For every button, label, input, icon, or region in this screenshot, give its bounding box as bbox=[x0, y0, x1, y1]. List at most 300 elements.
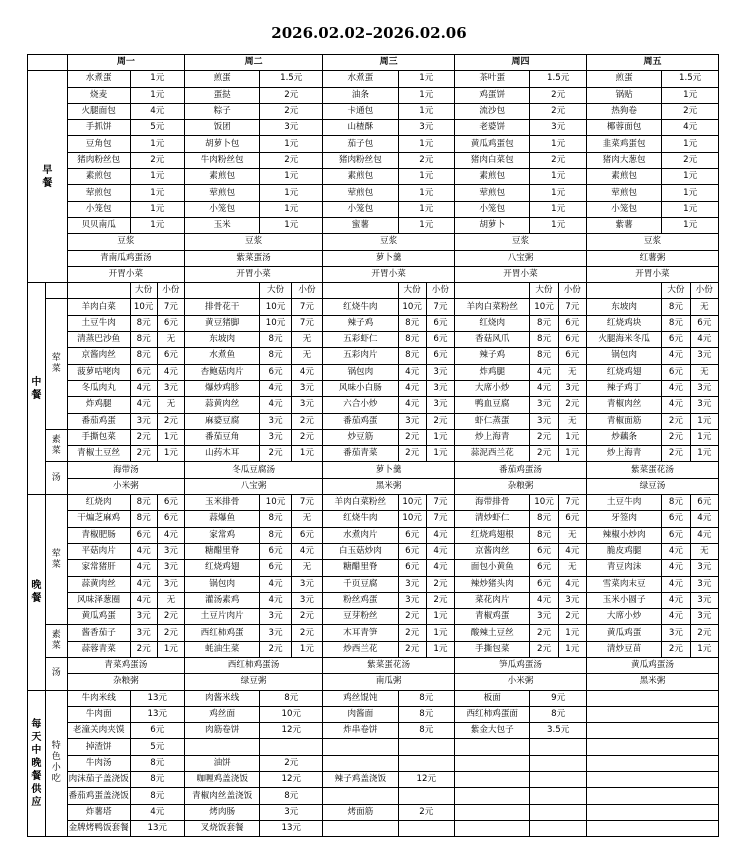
dish-price: 1.5元 bbox=[662, 71, 719, 87]
small-price: 3元 bbox=[291, 592, 322, 608]
dish-name: 火腿海米冬瓜 bbox=[586, 332, 661, 348]
large-price: 2元 bbox=[398, 429, 426, 445]
snack-price: 8元 bbox=[130, 788, 184, 804]
dish-name: 羊肉白菜粉丝 bbox=[323, 495, 398, 511]
snack-name: 炸薯塔 bbox=[67, 804, 130, 820]
dish-name: 小笼包 bbox=[586, 201, 661, 217]
small-price: 2元 bbox=[291, 429, 322, 445]
dish-name: 荤煎包 bbox=[455, 185, 530, 201]
soup-item: 紫菜蛋花汤 bbox=[586, 462, 718, 478]
dish-name: 辣子鸡 bbox=[455, 348, 530, 364]
large-price: 8元 bbox=[130, 332, 157, 348]
dish-name: 辣子鸡 bbox=[323, 315, 398, 331]
drink-item: 开胃小菜 bbox=[67, 266, 184, 282]
dish-name: 青豆肉沫 bbox=[586, 560, 661, 576]
dish-price: 1元 bbox=[398, 169, 455, 185]
dish-name: 手抓饼 bbox=[67, 120, 130, 136]
snack-name: 掉渣饼 bbox=[67, 739, 130, 755]
dish-name: 杏鲍菇肉片 bbox=[184, 364, 259, 380]
dish-name: 水煮鱼 bbox=[184, 348, 259, 364]
snack-name bbox=[323, 788, 398, 804]
small-price: 4元 bbox=[157, 527, 184, 543]
dish-name: 黄瓜鸡蛋 bbox=[67, 609, 130, 625]
small-price: 4元 bbox=[690, 332, 718, 348]
large-price: 6元 bbox=[662, 364, 690, 380]
snack-price bbox=[530, 739, 587, 755]
dish-name: 豆芽粉丝 bbox=[323, 609, 398, 625]
empty-cell bbox=[586, 755, 718, 771]
large-price: 6元 bbox=[530, 560, 558, 576]
soup-item: 青菜鸡蛋汤 bbox=[67, 657, 184, 673]
spacer-cell bbox=[586, 283, 661, 299]
large-size-header: 大份 bbox=[398, 283, 426, 299]
small-price: 7元 bbox=[426, 299, 454, 315]
large-price: 8元 bbox=[130, 348, 157, 364]
dish-name: 家常猪肝 bbox=[67, 560, 130, 576]
small-price: 2元 bbox=[690, 625, 718, 641]
dish-name: 干煸芝麻鸡 bbox=[67, 511, 130, 527]
snack-price bbox=[530, 772, 587, 788]
small-price: 1元 bbox=[157, 641, 184, 657]
small-price: 2元 bbox=[426, 576, 454, 592]
dish-name: 家常鸡 bbox=[184, 527, 259, 543]
large-price: 8元 bbox=[260, 511, 291, 527]
snack-price: 2元 bbox=[260, 755, 323, 771]
snack-row bbox=[28, 723, 719, 739]
small-price: 1元 bbox=[157, 429, 184, 445]
snack-name: 牛肉汤 bbox=[67, 755, 130, 771]
snack-price bbox=[398, 755, 455, 771]
small-price: 1元 bbox=[558, 641, 586, 657]
breakfast-row bbox=[28, 120, 719, 136]
drink-item: 豆浆 bbox=[323, 234, 455, 250]
spacer-cell bbox=[184, 283, 259, 299]
dish-name: 韭菜鸡蛋包 bbox=[586, 136, 661, 152]
dinner-meat-row bbox=[28, 527, 719, 543]
soup-item: 杂粮粥 bbox=[455, 478, 587, 494]
dish-name: 红烧肉 bbox=[67, 495, 130, 511]
large-price: 4元 bbox=[662, 560, 690, 576]
snack-name: 炸串卷饼 bbox=[323, 723, 398, 739]
day-header: 周三 bbox=[323, 55, 455, 71]
dish-name: 羊肉白菜粉丝 bbox=[455, 299, 530, 315]
large-price: 3元 bbox=[260, 609, 291, 625]
small-price: 2元 bbox=[426, 413, 454, 429]
large-price: 2元 bbox=[398, 625, 426, 641]
dish-name: 水煮蛋 bbox=[67, 71, 130, 87]
dish-name: 蜜薯 bbox=[323, 217, 398, 233]
dinner-meat-row bbox=[28, 560, 719, 576]
snack-price: 8元 bbox=[398, 690, 455, 706]
dish-price: 3元 bbox=[398, 120, 455, 136]
small-price: 4元 bbox=[558, 576, 586, 592]
small-price: 2元 bbox=[426, 592, 454, 608]
veg-category-label: 素菜 bbox=[51, 434, 61, 456]
large-price: 4元 bbox=[530, 380, 558, 396]
dish-name: 番茄青菜 bbox=[323, 446, 398, 462]
dish-price: 1元 bbox=[662, 217, 719, 233]
breakfast-row bbox=[28, 103, 719, 119]
dish-name: 蒜蓉青菜 bbox=[67, 641, 130, 657]
lunch-meat-row bbox=[28, 299, 719, 315]
dish-name: 青椒肥肠 bbox=[67, 527, 130, 543]
large-price: 4元 bbox=[662, 592, 690, 608]
large-price: 4元 bbox=[260, 397, 291, 413]
small-price: 3元 bbox=[157, 380, 184, 396]
empty-cell bbox=[586, 690, 718, 706]
small-price: 1元 bbox=[426, 609, 454, 625]
day-header: 周一 bbox=[67, 55, 184, 71]
dish-name: 大席小炒 bbox=[455, 380, 530, 396]
small-price: 无 bbox=[690, 543, 718, 559]
snack-name: 烤面筋 bbox=[323, 804, 398, 820]
drink-item: 豆浆 bbox=[67, 234, 184, 250]
dish-name: 山楂酥 bbox=[323, 120, 398, 136]
small-price: 3元 bbox=[690, 348, 718, 364]
large-price: 4元 bbox=[260, 380, 291, 396]
dish-name: 京酱肉丝 bbox=[67, 348, 130, 364]
snack-price: 5元 bbox=[130, 739, 184, 755]
dish-name: 大席小炒 bbox=[586, 609, 661, 625]
dish-price: 1元 bbox=[130, 217, 184, 233]
large-price: 4元 bbox=[260, 592, 291, 608]
dish-name: 蒜黄肉丝 bbox=[184, 397, 259, 413]
small-price: 3元 bbox=[426, 364, 454, 380]
snack-price: 8元 bbox=[260, 788, 323, 804]
dish-name: 麻婆豆腐 bbox=[184, 413, 259, 429]
dish-price: 5元 bbox=[130, 120, 184, 136]
small-price: 3元 bbox=[291, 397, 322, 413]
small-price: 1元 bbox=[558, 429, 586, 445]
drink-item: 八宝粥 bbox=[455, 250, 587, 266]
dish-name: 黄瓜鸡蛋 bbox=[586, 625, 661, 641]
large-price: 2元 bbox=[530, 625, 558, 641]
dish-price: 2元 bbox=[530, 152, 587, 168]
snack-price: 6元 bbox=[130, 723, 184, 739]
dish-name: 糖醋里脊 bbox=[184, 543, 259, 559]
small-price: 7元 bbox=[558, 299, 586, 315]
small-size-header: 小份 bbox=[426, 283, 454, 299]
dish-name: 红烧鸡翅 bbox=[586, 364, 661, 380]
lunch-meat-row bbox=[28, 397, 719, 413]
dish-name: 番茄豆角 bbox=[184, 429, 259, 445]
small-price: 1元 bbox=[291, 446, 322, 462]
large-price: 10元 bbox=[260, 299, 291, 315]
dish-name: 蒜泥西兰花 bbox=[455, 446, 530, 462]
dish-name: 番茄鸡蛋 bbox=[323, 413, 398, 429]
snack-price bbox=[398, 788, 455, 804]
large-price: 6元 bbox=[260, 560, 291, 576]
snack-name bbox=[455, 804, 530, 820]
dish-name: 酱香茄子 bbox=[67, 625, 130, 641]
meal-label-snacks bbox=[28, 690, 46, 837]
dish-name: 排骨花干 bbox=[184, 299, 259, 315]
large-price: 3元 bbox=[398, 413, 426, 429]
dish-name: 脆皮鸡腿 bbox=[586, 543, 661, 559]
large-price: 8元 bbox=[398, 332, 426, 348]
dish-name: 热狗卷 bbox=[586, 103, 661, 119]
dish-name: 牛肉粉丝包 bbox=[184, 152, 259, 168]
snack-name: 牛肉面 bbox=[67, 706, 130, 722]
snack-price: 13元 bbox=[130, 820, 184, 836]
small-price: 3元 bbox=[426, 380, 454, 396]
dish-name: 猪肉白菜包 bbox=[455, 152, 530, 168]
soup-item: 黑米粥 bbox=[323, 478, 455, 494]
dish-price: 2元 bbox=[130, 152, 184, 168]
small-price: 3元 bbox=[291, 380, 322, 396]
dinner-meat-row bbox=[28, 543, 719, 559]
large-price: 3元 bbox=[530, 397, 558, 413]
large-price: 10元 bbox=[530, 495, 558, 511]
soup-item: 萝卜羹 bbox=[323, 462, 455, 478]
dish-name: 老婆饼 bbox=[455, 120, 530, 136]
veg-category-label: 素菜 bbox=[51, 630, 61, 652]
dish-name: 小笼包 bbox=[455, 201, 530, 217]
soup-item: 杂粮粥 bbox=[67, 674, 184, 690]
dish-name: 山药木耳 bbox=[184, 446, 259, 462]
snack-name bbox=[323, 755, 398, 771]
dinner-soup-row bbox=[28, 657, 719, 673]
snack-price: 3.5元 bbox=[530, 723, 587, 739]
lunch-meat-row bbox=[28, 380, 719, 396]
dish-name: 菜花肉片 bbox=[455, 592, 530, 608]
large-price: 8元 bbox=[130, 511, 157, 527]
dish-price: 1元 bbox=[398, 71, 455, 87]
dish-price: 2元 bbox=[662, 103, 719, 119]
snack-name: 鸡丝馄饨 bbox=[323, 690, 398, 706]
large-price: 6元 bbox=[530, 543, 558, 559]
large-price: 10元 bbox=[398, 511, 426, 527]
empty-cell bbox=[586, 772, 718, 788]
dish-name: 茄子包 bbox=[323, 136, 398, 152]
dish-price: 1.5元 bbox=[260, 71, 323, 87]
large-price: 6元 bbox=[662, 332, 690, 348]
snack-price: 8元 bbox=[398, 723, 455, 739]
breakfast-drink-row bbox=[28, 266, 719, 282]
lunch-meat-row bbox=[28, 364, 719, 380]
soup-item: 番茄鸡蛋汤 bbox=[455, 462, 587, 478]
large-price: 2元 bbox=[260, 641, 291, 657]
small-price: 无 bbox=[690, 364, 718, 380]
large-price: 8元 bbox=[130, 315, 157, 331]
large-price: 4元 bbox=[130, 543, 157, 559]
dish-name: 炒上海青 bbox=[455, 429, 530, 445]
dish-name: 面包小黄鱼 bbox=[455, 560, 530, 576]
small-price: 1元 bbox=[690, 446, 718, 462]
small-price: 无 bbox=[157, 332, 184, 348]
small-price: 6元 bbox=[426, 332, 454, 348]
snack-price: 13元 bbox=[130, 706, 184, 722]
dish-price: 1元 bbox=[530, 201, 587, 217]
corner-cell bbox=[28, 55, 68, 71]
soup-item: 笋瓜鸡蛋汤 bbox=[455, 657, 587, 673]
lunch-meat-row bbox=[28, 348, 719, 364]
dish-name: 油条 bbox=[323, 87, 398, 103]
dish-price: 1元 bbox=[260, 217, 323, 233]
large-price: 4元 bbox=[260, 576, 291, 592]
dish-name: 青椒面筋 bbox=[586, 413, 661, 429]
snack-price: 12元 bbox=[398, 772, 455, 788]
dish-name: 素煎包 bbox=[455, 169, 530, 185]
dish-name: 炒上海青 bbox=[586, 446, 661, 462]
dish-name: 玉米 bbox=[184, 217, 259, 233]
dinner-meat-row bbox=[28, 592, 719, 608]
large-price: 2元 bbox=[662, 641, 690, 657]
drink-item: 红薯粥 bbox=[586, 250, 718, 266]
snack-price: 8元 bbox=[530, 706, 587, 722]
large-price: 10元 bbox=[130, 299, 157, 315]
small-price: 1元 bbox=[558, 625, 586, 641]
dish-name: 虾仁蒸蛋 bbox=[455, 413, 530, 429]
breakfast-label: 早餐 bbox=[42, 164, 53, 189]
dish-name: 糖醋里脊 bbox=[323, 560, 398, 576]
dish-name: 蒜黄肉丝 bbox=[67, 576, 130, 592]
snack-name bbox=[455, 739, 530, 755]
small-price: 3元 bbox=[157, 576, 184, 592]
dish-name: 青椒肉丝 bbox=[586, 397, 661, 413]
dish-name: 土豆牛肉 bbox=[67, 315, 130, 331]
small-price: 7元 bbox=[291, 495, 322, 511]
spacer-cell bbox=[323, 283, 398, 299]
drink-item: 开胃小菜 bbox=[455, 266, 587, 282]
snack-name bbox=[455, 755, 530, 771]
snack-price: 8元 bbox=[260, 690, 323, 706]
dish-name: 红烧鸡块 bbox=[586, 315, 661, 331]
dish-name: 素煎包 bbox=[184, 169, 259, 185]
dish-name: 水煮肉片 bbox=[323, 527, 398, 543]
small-price: 1元 bbox=[690, 429, 718, 445]
empty-cell bbox=[586, 820, 718, 836]
dish-name: 番茄鸡蛋 bbox=[67, 413, 130, 429]
small-price: 3元 bbox=[690, 576, 718, 592]
large-price: 4元 bbox=[530, 364, 558, 380]
dish-name: 手撕包菜 bbox=[455, 641, 530, 657]
dish-name: 酸辣土豆丝 bbox=[455, 625, 530, 641]
drink-item: 开胃小菜 bbox=[323, 266, 455, 282]
dish-name: 贝贝南瓜 bbox=[67, 217, 130, 233]
dish-price: 1元 bbox=[662, 185, 719, 201]
snack-name: 肉沫茄子盖浇饭 bbox=[67, 772, 130, 788]
dish-name: 素煎包 bbox=[323, 169, 398, 185]
category-meat bbox=[45, 495, 67, 625]
dish-name: 煎蛋 bbox=[586, 71, 661, 87]
dish-name: 雪菜肉末豆 bbox=[586, 576, 661, 592]
large-price: 8元 bbox=[530, 348, 558, 364]
small-price: 4元 bbox=[291, 364, 322, 380]
soup-item: 黄瓜鸡蛋汤 bbox=[586, 657, 718, 673]
small-price: 4元 bbox=[291, 543, 322, 559]
dish-name: 荤煎包 bbox=[323, 185, 398, 201]
lunch-veg-row bbox=[28, 429, 719, 445]
dish-name: 胡萝卜 bbox=[455, 217, 530, 233]
large-price: 10元 bbox=[398, 495, 426, 511]
dish-name: 火腿面包 bbox=[67, 103, 130, 119]
large-price: 3元 bbox=[398, 576, 426, 592]
snack-name: 油饼 bbox=[184, 755, 259, 771]
large-price: 6元 bbox=[530, 576, 558, 592]
large-price: 3元 bbox=[130, 609, 157, 625]
large-price: 4元 bbox=[398, 364, 426, 380]
snack-price: 12元 bbox=[260, 723, 323, 739]
dinner-meat-row bbox=[28, 511, 719, 527]
dish-name: 蚝油生菜 bbox=[184, 641, 259, 657]
snack-name bbox=[184, 739, 259, 755]
snack-name: 西红柿鸡蛋面 bbox=[455, 706, 530, 722]
drink-item: 豆浆 bbox=[586, 234, 718, 250]
dish-name: 千页豆腐 bbox=[323, 576, 398, 592]
large-price: 8元 bbox=[398, 348, 426, 364]
small-price: 6元 bbox=[690, 495, 718, 511]
dish-name: 五彩肉片 bbox=[323, 348, 398, 364]
dish-name: 红烧肉 bbox=[455, 315, 530, 331]
weekly-menu-table bbox=[27, 54, 719, 837]
large-price: 8元 bbox=[530, 332, 558, 348]
dish-price: 1元 bbox=[260, 136, 323, 152]
snack-row bbox=[28, 820, 719, 836]
dish-name: 鸭血豆腐 bbox=[455, 397, 530, 413]
large-price: 8元 bbox=[398, 315, 426, 331]
snack-name: 肉酱面 bbox=[323, 706, 398, 722]
large-price: 3元 bbox=[662, 625, 690, 641]
large-price: 2元 bbox=[398, 446, 426, 462]
snack-name bbox=[323, 739, 398, 755]
snack-price bbox=[530, 820, 587, 836]
snack-price: 8元 bbox=[130, 755, 184, 771]
dish-name: 烧麦 bbox=[67, 87, 130, 103]
snack-price bbox=[530, 788, 587, 804]
small-price: 6元 bbox=[558, 332, 586, 348]
snack-name: 鸡丝面 bbox=[184, 706, 259, 722]
small-size-header: 小份 bbox=[690, 283, 718, 299]
large-price: 2元 bbox=[662, 429, 690, 445]
large-price: 6元 bbox=[398, 560, 426, 576]
small-price: 7元 bbox=[426, 495, 454, 511]
soup-item: 冬瓜豆腐汤 bbox=[184, 462, 322, 478]
dish-price: 2元 bbox=[260, 103, 323, 119]
dish-name: 炸鸡腿 bbox=[67, 397, 130, 413]
small-price: 2元 bbox=[157, 625, 184, 641]
dish-price: 2元 bbox=[530, 103, 587, 119]
large-price: 4元 bbox=[662, 543, 690, 559]
snack-price: 8元 bbox=[398, 706, 455, 722]
dish-name: 茶叶蛋 bbox=[455, 71, 530, 87]
large-price: 2元 bbox=[398, 609, 426, 625]
large-price: 4元 bbox=[398, 397, 426, 413]
large-price: 3元 bbox=[398, 592, 426, 608]
dish-name: 胡萝卜包 bbox=[184, 136, 259, 152]
dish-name: 黄瓜鸡蛋包 bbox=[455, 136, 530, 152]
snack-name bbox=[455, 788, 530, 804]
drink-item: 豆浆 bbox=[184, 234, 322, 250]
small-price: 6元 bbox=[291, 527, 322, 543]
small-price: 3元 bbox=[558, 592, 586, 608]
meat-category-label: 荤菜 bbox=[51, 548, 61, 570]
snack-price: 2元 bbox=[398, 804, 455, 820]
dish-price: 1元 bbox=[130, 185, 184, 201]
dish-name: 猪肉大葱包 bbox=[586, 152, 661, 168]
breakfast-row bbox=[28, 136, 719, 152]
small-price: 2元 bbox=[291, 609, 322, 625]
large-price: 3元 bbox=[530, 609, 558, 625]
large-price: 4元 bbox=[662, 609, 690, 625]
small-price: 无 bbox=[291, 332, 322, 348]
small-price: 3元 bbox=[690, 592, 718, 608]
dish-name: 清炒虾仁 bbox=[455, 511, 530, 527]
snack-name bbox=[455, 820, 530, 836]
snack-price: 13元 bbox=[260, 820, 323, 836]
snack-row bbox=[28, 772, 719, 788]
large-size-header: 大份 bbox=[130, 283, 157, 299]
